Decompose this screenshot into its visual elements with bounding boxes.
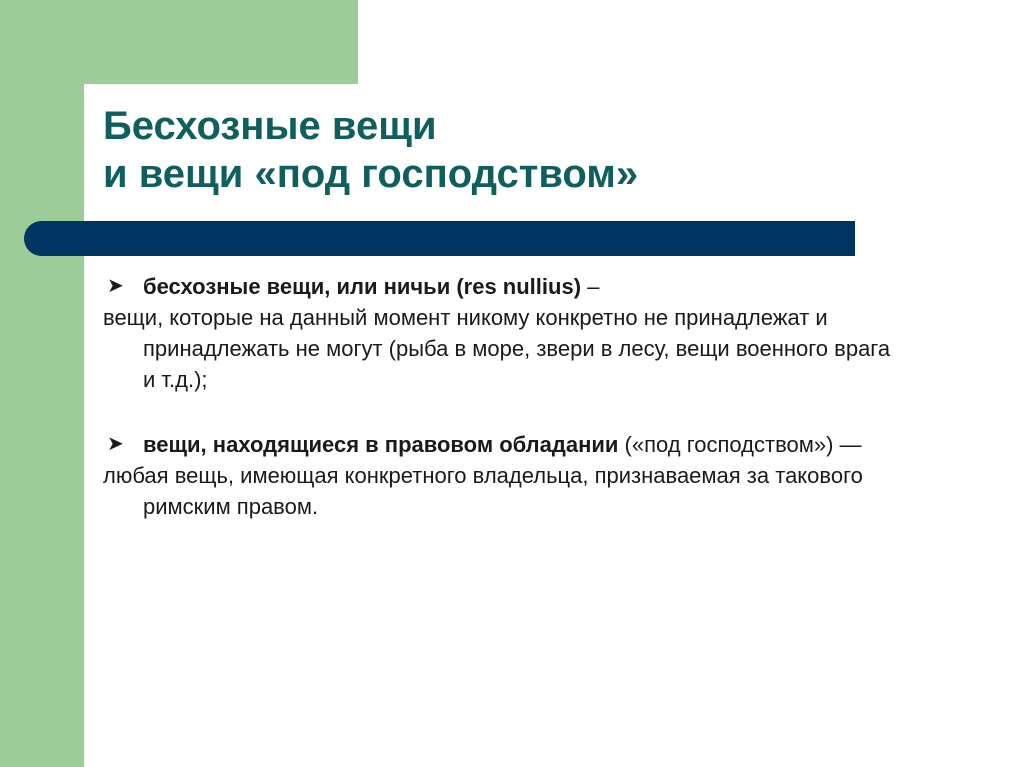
list-item-res-nullius <box>103 271 903 395</box>
green-side-band <box>0 0 84 767</box>
slide-content <box>103 271 903 522</box>
item-description: вещи, которые на данный момент никому конкретно не принадлежат и принадлежать не могут (рыба в море, звери в лесу, вещи военного врага и т.д.); <box>103 305 891 392</box>
green-top-band <box>0 0 358 84</box>
title-line-2: и вещи «под господством» <box>103 152 639 196</box>
title-underline-bar <box>24 221 855 256</box>
arrow-bullet-icon: ➤ <box>107 275 124 297</box>
item-heading <box>103 429 903 460</box>
arrow-bullet-icon: ➤ <box>107 433 124 455</box>
item-heading-rest: («под господством») — <box>618 432 862 457</box>
title-line-1: Бесхозные вещи <box>103 104 437 148</box>
item-heading-bold: бесхозные вещи, или ничьи (res nullius) <box>143 274 582 299</box>
item-description: любая вещь, имеющая конкретного владельца, признаваемая за такового римским правом. <box>103 463 863 519</box>
item-heading-rest: – <box>581 274 600 299</box>
item-heading <box>103 271 903 302</box>
slide-title <box>103 102 638 198</box>
list-item-owned-things <box>103 429 903 522</box>
item-heading-bold: вещи, находящиеся в правовом обладании <box>143 432 619 457</box>
